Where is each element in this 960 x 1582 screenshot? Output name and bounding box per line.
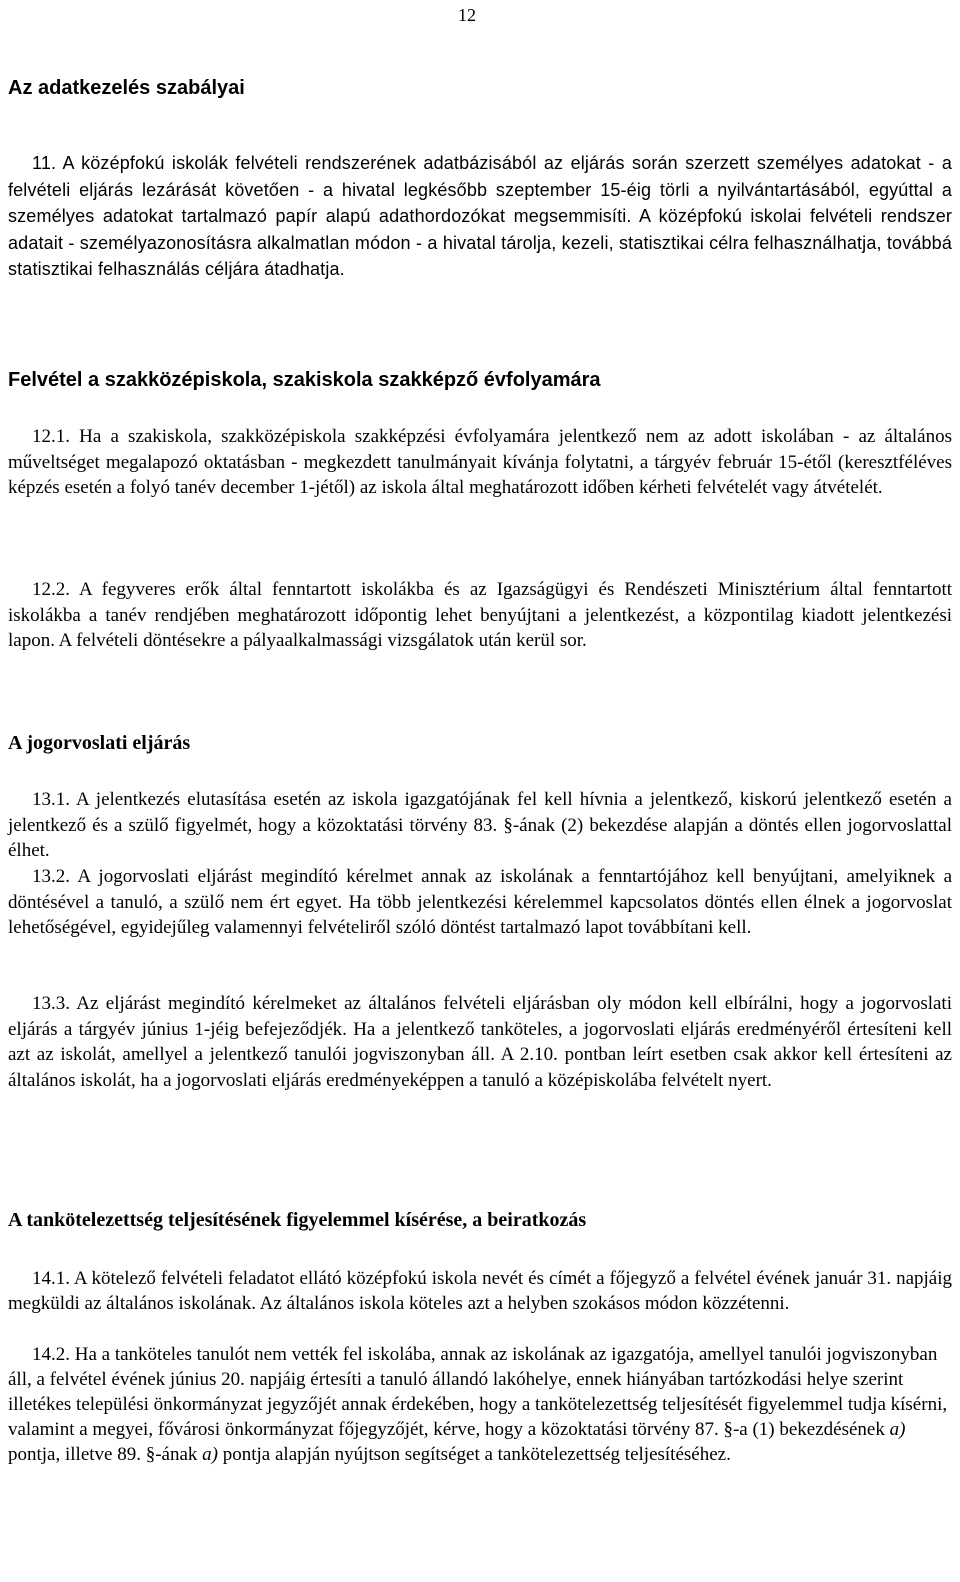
paragraph-14-2-part-a: 14.2. Ha a tanköteles tanulót nem vették fel iskolába, annak az iskolának az igazgatója, amellyel tanulói jogviszonyban áll, a felvétel évének június 20. napjáig értesíti a tanuló állandó lakóhelye, ennek hiányában tartózkodási helye szerint illetékes települési önkormányzat jegyzőjét annak érdekében, hogy a tankötelezettség teljesítését figyelemmel tudja kísérni, valamint a megyei, fővárosi önkormányzat főjegyzőjét, kérve, hogy a közoktatási törvény 87. §-a (1) bekezdésének xyxy=(8,1344,948,1440)
paragraph-13-3: 13.3. Az eljárást megindító kérelmeket az általános felvételi eljárásban oly módon kell elbírálni, hogy a jogorvoslati eljárás a tárgyév június 1-jéig befejeződjék. Ha a jelentkező tanköteles, a jogorvoslati eljárás eredményéről értesíteni kell azt az iskolát, amellyel a jelentkező tanulói jogviszonyban áll. A 2.10. pontban leírt esetben csak akkor kell értesíteni az általános iskolát, ha a jogorvoslati eljárás eredményeképpen a tanuló a középiskolába felvételt nyert. xyxy=(8,993,952,1091)
page-number: 12 xyxy=(458,5,476,25)
paragraph-12-2: 12.2. A fegyveres erők által fenntartott iskolákba és az Igazságügyi és Rendészeti Minisztérium által fenntartott iskolákba a tanév rendjében meghatározott időpontig lehet benyújtani a jelentkezést, a központilag kiadott jelentkezési lapon. A felvételi döntésekre a pályaalkalmassági vizsgálatok után kerül sor. xyxy=(8,579,952,651)
paragraph-14-1: 14.1. A kötelező felvételi feladatot ellátó középfokú iskola nevét és címét a főjegyző a felvétel évének január 31. napjáig megküldi az általános iskolának. Az általános iskola köteles azt a helyben szokásos módon közzétenni. xyxy=(8,1268,952,1314)
paragraph-14-2 xyxy=(8,1342,952,1467)
paragraph-13-1: 13.1. A jelentkezés elutasítása esetén az iskola igazgatójának fel kell hívnia a jelentkező, kiskorú jelentkező esetén a jelentkező és a szülő figyelmét, hogy a közoktatási törvény 83. §-ának (2) bekezdése alapján a döntés ellen jogorvoslattal élhet. xyxy=(8,789,952,861)
paragraph-11: 11. A középfokú iskolák felvételi rendszerének adatbázisából az eljárás során szerzett személyes adatokat - a felvételi eljárás lezárását követően - a hivatal legkésőbb szeptember 15-éig törli a nyilvántartásából, egyúttal a személyes adatokat tartalmazó papír alapú adathordozókat megsemmisíti. A középfokú iskolai felvételi rendszer adatait - személyazonosításra alkalmatlan módon - a hivatal tárolja, kezeli, statisztikai célra felhasználhatja, továbbá statisztikai felhasználás céljára átadhatja. xyxy=(8,153,952,279)
section-heading-tankotelezettseg: A tankötelezettség teljesítésének figyelemmel kísérése, a beiratkozás xyxy=(8,1209,587,1231)
section-heading-jogorvoslat: A jogorvoslati eljárás xyxy=(8,732,191,754)
paragraph-12-1: 12.1. Ha a szakiskola, szakközépiskola szakképzési évfolyamára jelentkező nem az adott iskolában - az általános műveltséget megalapozó oktatásban - megkezdett tanulmányait kívánja folytatni, a tárgyév február 15-étől (keresztféléves képzés esetén a folyó tanév december 1-jétől) az iskola által meghatározott időben kérheti felvételét vagy átvételét. xyxy=(8,426,952,498)
paragraph-14-2-part-c: pontja alapján nyújtson segítséget a tankötelezettség teljesítéséhez. xyxy=(218,1444,731,1465)
section-heading-szakkepzo: Felvétel a szakközépiskola, szakiskola szakképző évfolyamára xyxy=(8,369,601,391)
paragraph-14-2-italic-a2: a) xyxy=(202,1444,218,1465)
section-heading-adatkezeles: Az adatkezelés szabályai xyxy=(8,77,245,99)
paragraph-13-2: 13.2. A jogorvoslati eljárást megindító kérelmet annak az iskolának a fenntartójához kell benyújtani, amelyiknek a döntésével a tanuló, a szülő nem ért egyet. Ha több jelentkezési kérelemmel kapcsolatos döntés ellen élnek a jogorvoslat lehetőségével, egyidejűleg valamennyi felvételiről szóló döntést tartalmazó lapot továbbítani kell. xyxy=(8,866,952,938)
paragraph-14-2-part-b: pontja, illetve 89. §-ának xyxy=(8,1444,203,1465)
paragraph-14-2-italic-a1: a) xyxy=(889,1419,906,1440)
